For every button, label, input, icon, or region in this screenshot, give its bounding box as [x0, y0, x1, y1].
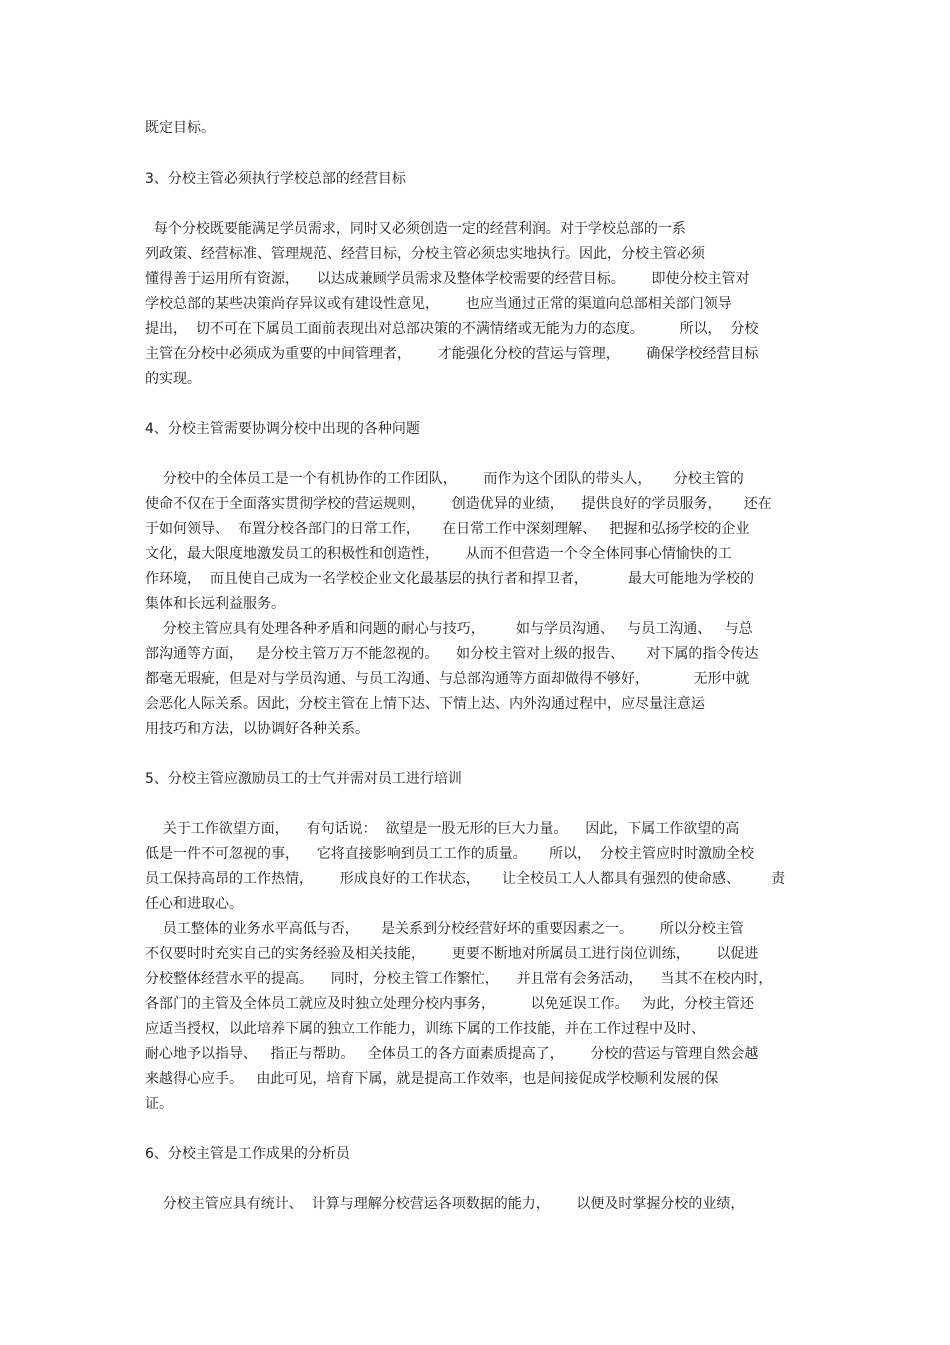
paragraph-line: 提出， 切不可在下属员工面前表现出对总部决策的不满情绪或无能为力的态度。 所以， 分校 [145, 321, 759, 337]
paragraph-line: 懂得善于运用所有资源， 以达成兼顾学员需求及整体学校需要的经营目标。 即使分校主管对 [145, 271, 750, 287]
paragraph-line: 集体和长远利益服务。 [145, 596, 285, 612]
paragraph-line: 列政策、经营标准、管理规范、经营目标，分校主管必须忠实地执行。因此，分校主管必须 [145, 246, 705, 262]
section-heading-6: 6、分校主管是工作成果的分析员 [145, 1146, 350, 1162]
paragraph-line: 证。 [145, 1096, 173, 1112]
paragraph-line: 耐心地予以指导、 指正与帮助。 全体员工的各方面素质提高了， 分校的营运与管理自然会越 [145, 1046, 759, 1062]
paragraph-line: 分校整体经营水平的提高。 同时，分校主管工作繁忙， 并且常有会务活动， 当其不在校内时， [145, 971, 773, 987]
paragraph-line: 分校中的全体员工是一个有机协作的工作团队， 而作为这个团队的带头人， 分校主管的 [145, 471, 744, 487]
paragraph-line: 每个分校既要能满足学员需求，同时又必须创造一定的经营利润。对于学校总部的一系 [145, 221, 686, 237]
paragraph-line: 文化，最大限度地激发员工的积极性和创造性， 从而不但营造一个令全体同事心情愉快的工 [145, 546, 732, 562]
paragraph-line: 关于工作欲望方面， 有句话说： 欲望是一股无形的巨大力量。 因此，下属工作欲望的高 [145, 821, 740, 837]
paragraph-line: 于如何领导、 布置分校各部门的日常工作， 在日常工作中深刻理解、 把握和弘扬学校的企业 [145, 521, 750, 537]
section-heading-5: 5、分校主管应激励员工的士气并需对员工进行培训 [145, 771, 462, 787]
paragraph-line: 员工保持高昂的工作热情， 形成良好的工作状态， 让全校员工人人都具有强烈的使命感、 责 [145, 871, 786, 887]
paragraph-line: 的实现。 [145, 371, 201, 387]
section-heading-4: 4、分校主管需要协调分校中出现的各种问题 [145, 421, 420, 437]
paragraph-line: 员工整体的业务水平高低与否， 是关系到分校经营好坏的重要因素之一。 所以分校主管 [145, 921, 744, 937]
section-heading-3: 3、分校主管必须执行学校总部的经营目标 [145, 171, 406, 187]
paragraph-line: 主管在分校中必须成为重要的中间管理者， 才能强化分校的营运与管理， 确保学校经营目标 [145, 346, 759, 362]
paragraph-line: 学校总部的某些决策尚存异议或有建设性意见， 也应当通过正常的渠道向总部相关部门领导 [145, 296, 732, 312]
paragraph-line: 分校主管应具有处理各种矛盾和问题的耐心与技巧， 如与学员沟通、 与员工沟通、 与总 [145, 621, 753, 637]
paragraph-line: 来越得心应手。 由此可见，培育下属，就是提高工作效率，也是间接促成学校顺利发展的保 [145, 1071, 719, 1087]
paragraph-line: 使命不仅在于全面落实贯彻学校的营运规则， 创造优异的业绩， 提供良好的学员服务， 还在 [145, 496, 772, 512]
paragraph-line: 应适当授权，以此培养下属的独立工作能力，训练下属的工作技能，并在工作过程中及时、 [145, 1021, 705, 1037]
paragraph-line: 分校主管应具有统计、 计算与理解分校营运各项数据的能力， 以便及时掌握分校的业绩， [145, 1196, 745, 1212]
paragraph-line: 低是一件不可忽视的事， 它将直接影响到员工工作的质量。 所以， 分校主管应时时激励全校 [145, 846, 754, 862]
paragraph-line: 不仅要时时充实自己的实务经验及相关技能， 更要不断地对所属员工进行岗位训练， 以促进 [145, 946, 759, 962]
paragraph-line: 作环境， 而且使自己成为一名学校企业文化最基层的执行者和捍卫者， 最大可能地为学校的 [145, 571, 754, 587]
paragraph-line: 会恶化人际关系。因此，分校主管在上情下达、下情上达、内外沟通过程中，应尽量注意运 [145, 696, 705, 712]
paragraph-line: 都毫无瑕疵，但是对与学员沟通、与员工沟通、与总部沟通等方面却做得不够好， 无形中就 [145, 671, 750, 687]
paragraph-line: 各部门的主管及全体员工就应及时独立处理分校内事务， 以免延误工作。 为此，分校主管还 [145, 996, 754, 1012]
paragraph-line: 任心和进取心。 [145, 896, 243, 912]
paragraph-line: 既定目标。 [145, 120, 215, 136]
paragraph-line: 部沟通等方面， 是分校主管万万不能忽视的。 如分校主管对上级的报告、 对下属的指令传达 [145, 646, 759, 662]
paragraph-line: 用技巧和方法，以协调好各种关系。 [145, 721, 369, 737]
